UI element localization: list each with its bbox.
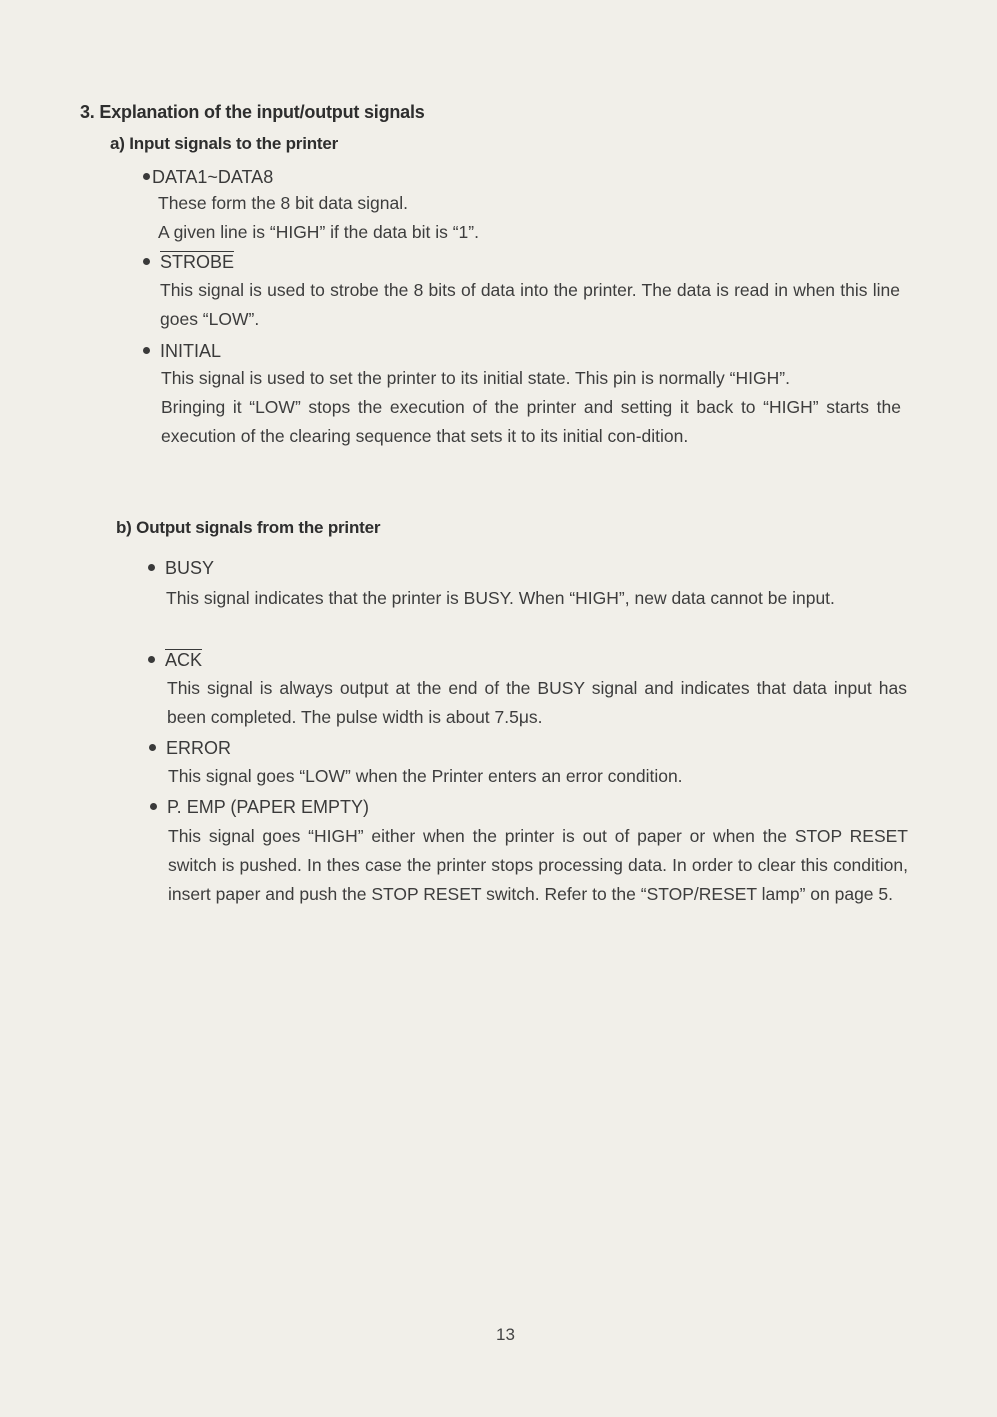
bullet-icon bbox=[148, 564, 155, 571]
signal-ack-name: $\overline{ACK}$ bbox=[165, 650, 203, 670]
signal-error bbox=[149, 738, 231, 759]
output-signals-heading: b) Output signals from the printer bbox=[116, 518, 381, 537]
signal-data bbox=[143, 167, 273, 188]
signal-busy-name: BUSY bbox=[165, 558, 215, 578]
signal-busy-description bbox=[166, 584, 906, 613]
signal-data-name: DATA1~DATA8 bbox=[152, 167, 274, 187]
text-line: A given line is “HIGH” if the data bit is “1”. bbox=[158, 222, 479, 242]
signal-initial-name: INITIAL bbox=[160, 341, 222, 361]
signal-strobe-name: STROBE bbox=[160, 252, 235, 272]
page-number: 13 bbox=[496, 1325, 515, 1344]
signal-busy bbox=[148, 558, 214, 579]
bullet-icon bbox=[148, 656, 155, 663]
signal-error-description bbox=[168, 762, 908, 791]
signal-ack-description bbox=[167, 674, 907, 732]
signal-pemp-description bbox=[168, 822, 908, 909]
text-line: These form the 8 bit data signal. bbox=[158, 193, 408, 213]
text-paragraph: This signal goes “HIGH” either when the printer is out of paper or when the STOP RESET switch is pushed. In thes case the printer stops processing data. In order to clear this condition, insert paper and push the STOP RESET switch. Refer to the “STOP/RESET lamp” on page 5. bbox=[168, 826, 908, 904]
signal-data-description bbox=[158, 189, 898, 247]
text-paragraph: Bringing it “LOW” stops the execution of the printer and setting it back to “HIGH” starts the execution of the clearing sequence that sets it to its initial con-dition. bbox=[161, 397, 901, 446]
bullet-icon bbox=[143, 173, 150, 180]
text-paragraph: This signal is always output at the end of the BUSY signal and indicates that data input has been completed. The pulse width is about 7.5μs. bbox=[167, 678, 907, 727]
signal-pemp-name: P. EMP (PAPER EMPTY) bbox=[167, 797, 370, 817]
signal-strobe bbox=[143, 252, 234, 273]
bullet-icon bbox=[143, 258, 150, 265]
bullet-icon bbox=[143, 347, 150, 354]
section-heading: 3. Explanation of the input/output signals bbox=[80, 102, 425, 122]
signal-strobe-description bbox=[160, 276, 900, 334]
text-paragraph: This signal is used to strobe the 8 bits of data into the printer. The data is read in when this line goes “LOW”. bbox=[160, 280, 900, 329]
text-paragraph: This signal indicates that the printer is BUSY. When “HIGH”, new data cannot be input. bbox=[166, 588, 835, 608]
signal-initial-description bbox=[161, 364, 901, 451]
signal-initial bbox=[143, 341, 221, 362]
text-paragraph: This signal goes “LOW” when the Printer enters an error condition. bbox=[168, 766, 683, 786]
bullet-icon bbox=[150, 803, 157, 810]
signal-error-name: ERROR bbox=[166, 738, 232, 758]
signal-pemp bbox=[150, 797, 369, 818]
signal-ack bbox=[148, 650, 202, 671]
bullet-icon bbox=[149, 744, 156, 751]
text-paragraph: This signal is used to set the printer to its initial state. This pin is normally “HIGH”. bbox=[161, 368, 790, 388]
input-signals-heading: a) Input signals to the printer bbox=[110, 134, 339, 153]
